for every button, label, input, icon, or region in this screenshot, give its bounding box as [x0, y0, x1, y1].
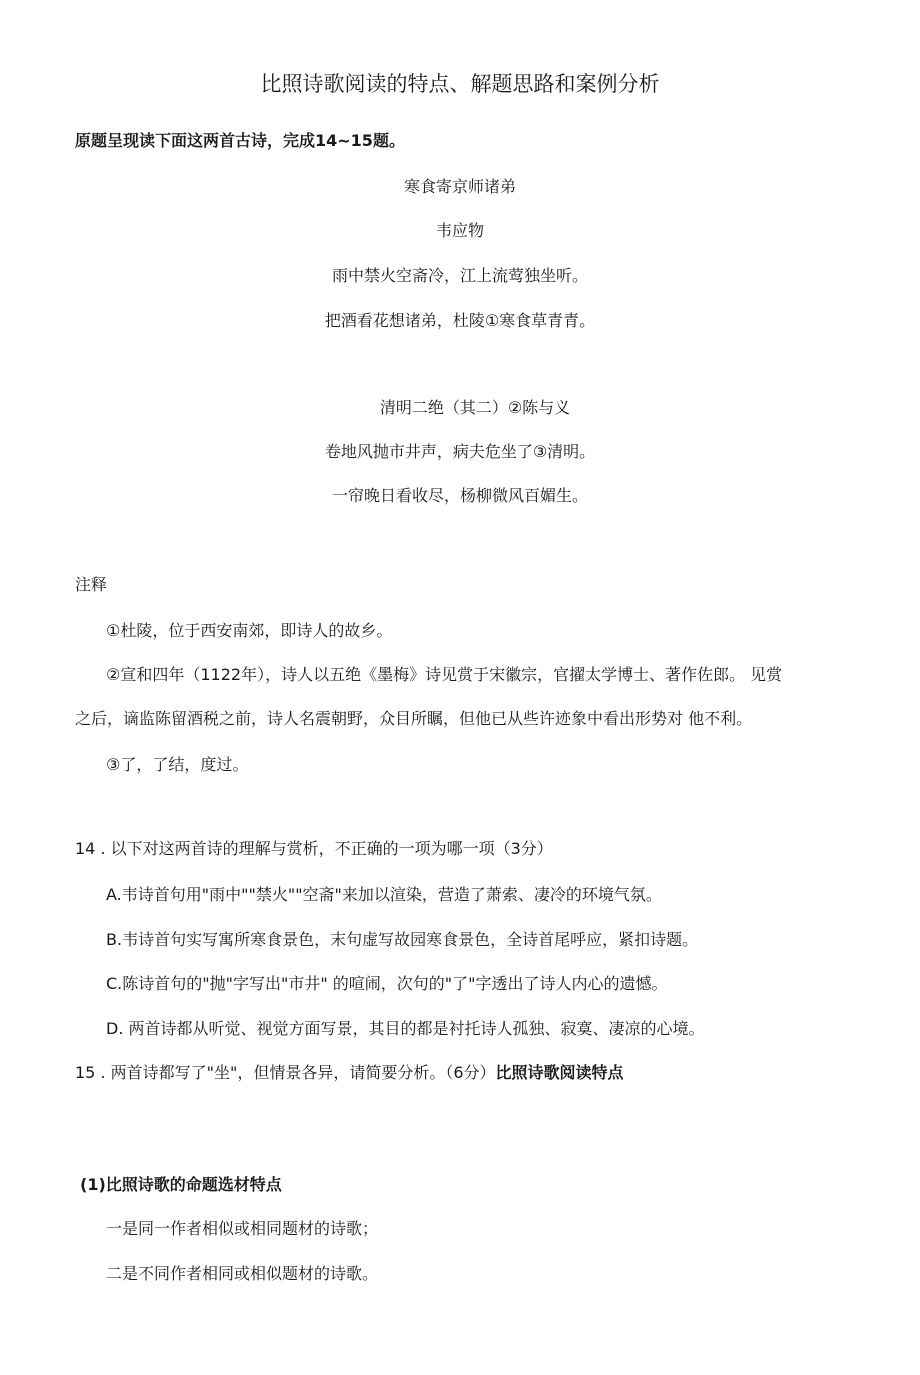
section-1-heading: (1)比照诗歌的命题选材特点 — [80, 1175, 282, 1194]
poem1-line-1: 雨中禁火空斋冷，江上流莺独坐听。 — [331, 266, 588, 285]
poem2-line-1: 卷地风抛市井声，病夫危坐了③清明。 — [324, 442, 596, 461]
question-14-stem: 14 . 以下对这两首诗的理解与赏析，不正确的一项为哪一项（3分） — [75, 839, 553, 858]
question-14-option-d: D. 两首诗都从听觉、视觉方面写景，其目的都是衬托诗人孤独、寂寞、凄凉的心境。 — [106, 1019, 705, 1038]
section-1-point-1: 一是同一作者相似或相同题材的诗歌； — [106, 1219, 379, 1238]
poem1-author: 韦应物 — [435, 221, 484, 240]
intro-text: 原题呈现读下面这两首古诗，完成14~15题。 — [75, 131, 405, 150]
note-2-line-1: ②宣和四年（1122年），诗人以五绝《墨梅》诗见赏于宋徽宗，官擢太学博士、著作佐郎。 见赏 — [106, 665, 783, 684]
question-15-line — [75, 1062, 624, 1084]
note-2-line-2: 之后，谪监陈留酒税之前，诗人名震朝野，众目所瞩，但他已从些许迹象中看出形势对 他不利。 — [75, 709, 753, 728]
poem2-line-2: 一帘晚日看收尽，杨柳微风百媚生。 — [331, 486, 588, 505]
question-14-option-c: C.陈诗首句的"抛"字写出"市井" 的喧闹，次句的"了"字透出了诗人内心的遗憾。 — [106, 974, 668, 993]
section-1-point-2: 二是不同作者相同或相似题材的诗歌。 — [106, 1264, 379, 1283]
note-3: ③了，了结，度过。 — [106, 755, 249, 774]
question-14-option-b: B.韦诗首句实写寓所寒食景色，末句虚写故园寒食景色，全诗首尾呼应，紧扣诗题。 — [106, 930, 699, 949]
section-heading-inline: 比照诗歌阅读特点 — [495, 1063, 624, 1082]
poem2-title: 清明二绝（其二）②陈与义 — [379, 398, 571, 417]
poem1-line-2: 把酒看花想诸弟，杜陵①寒食草青青。 — [324, 311, 596, 330]
page-title: 比照诗歌阅读的特点、解题思路和案例分析 — [260, 72, 660, 96]
note-1: ①杜陵，位于西安南郊，即诗人的故乡。 — [106, 621, 393, 640]
question-14-option-a: A.韦诗首句用"雨中""禁火""空斋"来加以渲染，营造了萧索、凄冷的环境气氛。 — [106, 885, 662, 904]
poem1-title: 寒食寄京师诸弟 — [403, 177, 516, 196]
notes-label: 注释 — [75, 575, 108, 594]
question-15-stem: 15 . 两首诗都写了"坐"，但情景各异，请简要分析。（6分） — [75, 1063, 496, 1082]
